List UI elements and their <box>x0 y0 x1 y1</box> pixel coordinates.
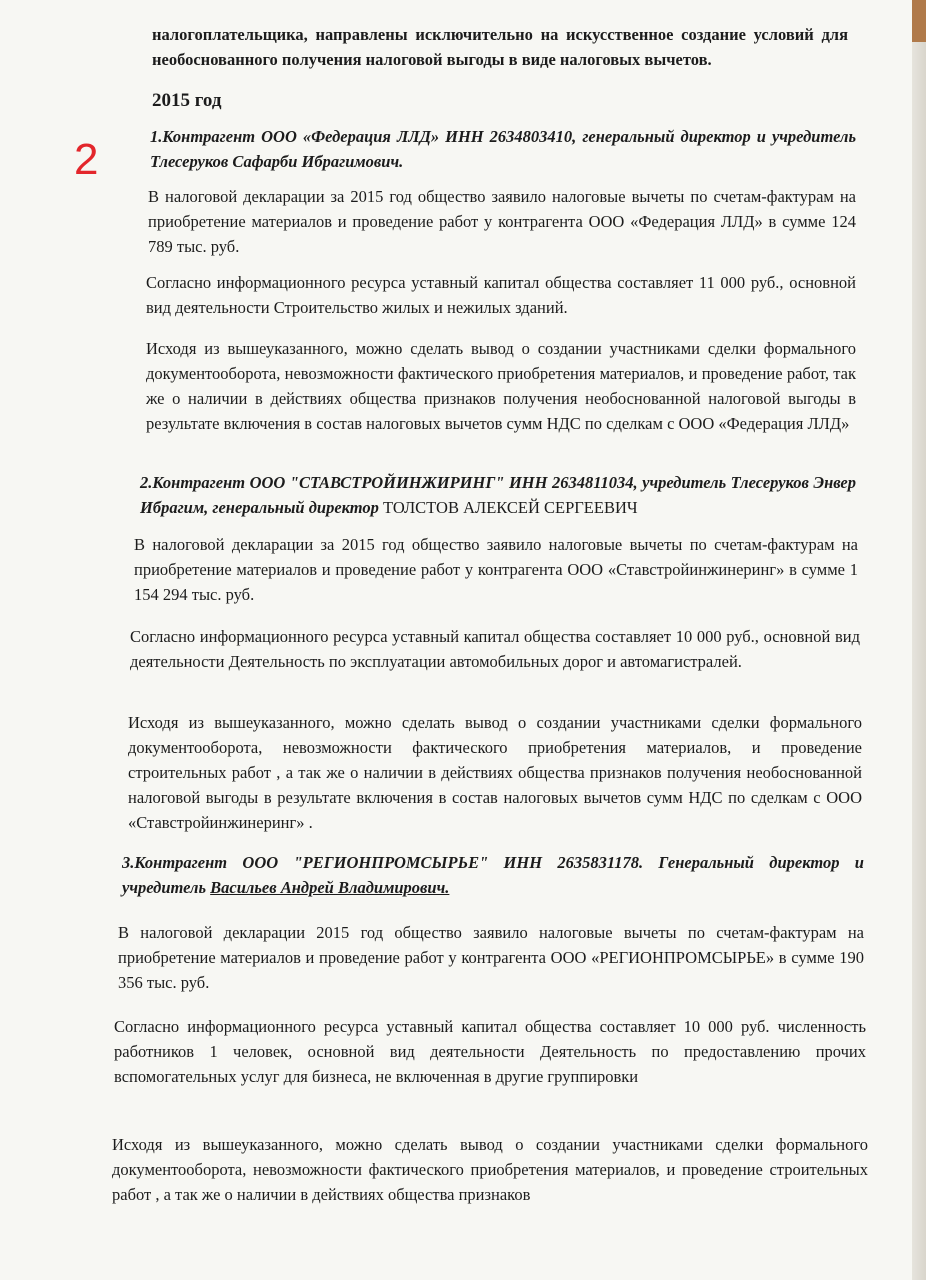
section-1-declaration: В налоговой декларации за 2015 год общество заявило налоговые вычеты по счетам-фактурам на приобретение материалов и проведение работ у контрагента ООО «Федерация ЛЛД» в сумме 124 789 тыс. руб. <box>148 187 856 256</box>
section-3-title <box>122 850 864 900</box>
section-1-conclusion: Исходя из вышеуказанного, можно сделать вывод о создании участниками сделки формального документооборота, невозможности фактического приобретения материалов, и проведение работ, так же о наличии в действиях общества признаков получения необоснованной налоговой выгоды в результате включения в состав налоговых вычетов сумм НДС по сделкам с ООО «Федерация ЛЛД» <box>146 339 856 433</box>
section-3-title-director: Васильев Андрей Владимирович. <box>210 878 450 897</box>
section-3-declaration: В налоговой декларации 2015 год общество заявило налоговые вычеты по счетам-фактурам на приобретение материалов и проведение работ у контрагента ООО «РЕГИОНПРОМСЫРЬЕ» в сумме 190 356 тыс. руб. <box>118 923 864 992</box>
handwritten-page-mark: 2 <box>74 135 99 184</box>
background-corner <box>912 0 926 42</box>
section-2-title <box>140 470 856 520</box>
section-1-title: 1.Контрагент ООО «Федерация ЛЛД» ИНН 2634803410, генеральный директор и учредитель Тлесеруков Сафарби Ибрагимович. <box>150 127 856 171</box>
section-3-title-main: 3.Контрагент ООО "РЕГИОНПРОМСЫРЬЕ" ИНН 2635831178. Генеральный директор и учредитель <box>122 853 864 897</box>
section-2-title-director: ТОЛСТОВ АЛЕКСЕЙ СЕРГЕЕВИЧ <box>383 498 638 517</box>
section-1-capital: Согласно информационного ресурса уставный капитал общества составляет 11 000 руб., основной вид деятельности Строительство жилых и нежилых зданий. <box>146 273 856 317</box>
section-3-capital: Согласно информационного ресурса уставный капитал общества составляет 10 000 руб. численность работников 1 человек, основной вид деятельности Деятельность по предоставлению прочих вспомогательных услуг для бизнеса, не включенная в другие группировки <box>114 1017 866 1086</box>
section-3-conclusion: Исходя из вышеуказанного, можно сделать вывод о создании участниками сделки формального документооборота, невозможности фактического приобретения материалов, и проведение строительных работ , а так же о наличии в действиях общества признаков <box>112 1135 868 1204</box>
section-2-capital: Согласно информационного ресурса уставный капитал общества составляет 10 000 руб., основной вид деятельности Деятельность по эксплуатации автомобильных дорог и автомагистралей. <box>130 627 860 671</box>
section-2-title-main: 2.Контрагент ООО "СТАВСТРОЙИНЖИРИНГ" ИНН 2634811034, учредитель Тлесеруков Энвер Ибрагим, генеральный директор <box>140 473 856 517</box>
section-2-conclusion: Исходя из вышеуказанного, можно сделать вывод о создании участниками сделки формального документооборота, невозможности фактического приобретения материалов, и проведение строительных работ , а так же о наличии в действиях общества признаков получения необоснованной налоговой выгоды в результате включения в состав налоговых вычетов сумм НДС по сделкам с ООО «Ставстройинжинеринг» . <box>128 713 862 832</box>
section-2-declaration: В налоговой декларации за 2015 год общество заявило налоговые вычеты по счетам-фактурам на приобретение материалов и проведение работ у контрагента ООО «Ставстройинжинеринг» в сумме 1 154 294 тыс. руб. <box>134 535 858 604</box>
year-heading: 2015 год <box>152 90 222 111</box>
intro-paragraph: налогоплательщика, направлены исключительно на искусственное создание условий для необоснованного получения налоговой выгоды в виде налоговых вычетов. <box>152 25 848 69</box>
page-edge <box>912 0 926 1280</box>
